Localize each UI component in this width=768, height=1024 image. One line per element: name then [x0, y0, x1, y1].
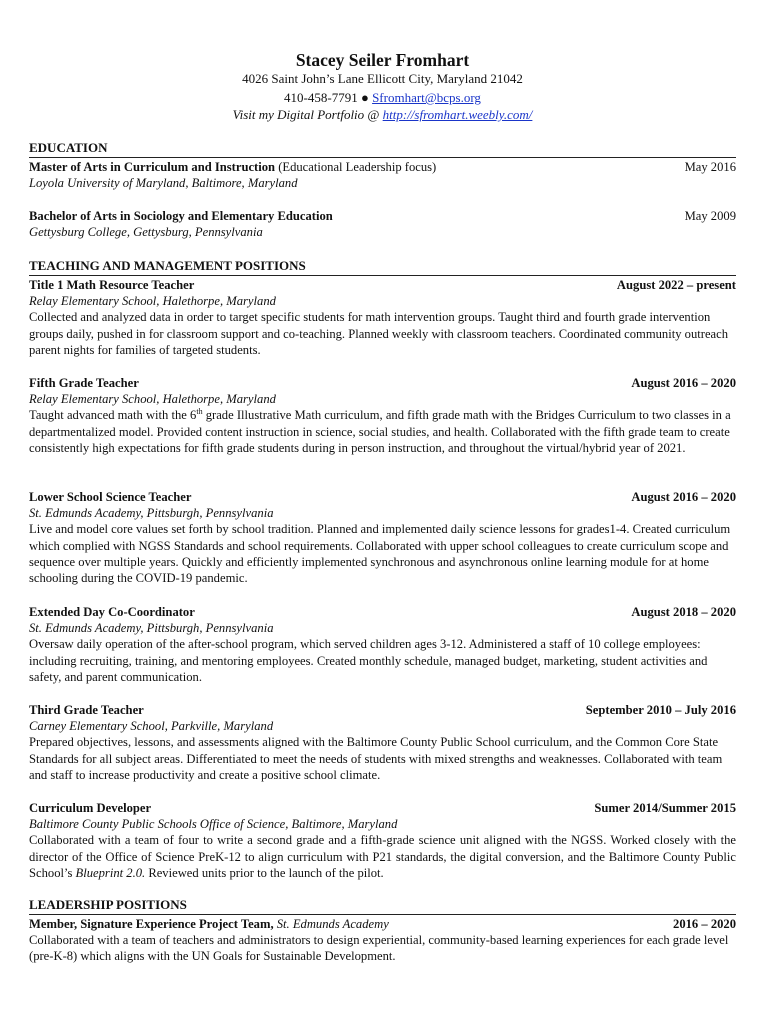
position-description: Live and model core values set forth by school tradition. Planned and implemented daily science lessons for grades1-4. Created curriculum which complied with NGSS Standards and school requirements. Collaborated with upper school colleagues to create curriculum scope and sequence over multiple years. Quickly and efficiently implemented synchronous and asynchronous online learning module for at home schooling during the COVID-19 pandemic.	[29, 522, 731, 586]
position-entry	[29, 489, 736, 586]
position-org: Carney Elementary School, Parkville, Maryland	[29, 719, 274, 734]
position-date: Sumer 2014/Summer 2015	[594, 801, 736, 815]
leadership-heading: LEADERSHIP POSITIONS	[29, 897, 736, 915]
address-line: 4026 Saint John’s Lane Ellicott City, Maryland 21042	[242, 71, 523, 86]
position-entry	[29, 800, 736, 881]
portfolio-line	[29, 107, 736, 123]
position-entry	[29, 604, 736, 685]
desc-superscript: th	[196, 407, 203, 417]
position-title: Extended Day Co-Coordinator	[29, 605, 195, 619]
degree-date: May 2009	[684, 209, 736, 223]
position-org: Baltimore County Public Schools Office of Science, Baltimore, Maryland	[29, 817, 398, 832]
school-name: Loyola University of Maryland, Baltimore, Maryland	[29, 176, 298, 191]
position-title: Curriculum Developer	[29, 801, 152, 815]
desc-part: Collaborated with a team of four to write a second grade and a fifth-grade science unit aligned with the NGSS. Worked closely with the director of the Office of Science PreK-12 to align curriculum with P21 standards, the digital conversion, and the Baltimore County Public School’s	[29, 833, 736, 880]
contact-line	[29, 90, 736, 106]
desc-emphasis: Blueprint 2.0.	[75, 865, 146, 880]
position-entry	[29, 702, 736, 783]
position-org: Relay Elementary School, Halethorpe, Maryland	[29, 294, 276, 309]
education-entry-bachelors	[29, 208, 736, 240]
portfolio-link[interactable]: http://sfromhart.weebly.com/	[382, 107, 533, 122]
desc-part: grade Illustrative Math curriculum, and fifth grade math with the Bridges Curriculum to two classes in a departmentalized model. Provided content instruction in science, social studies, and health. Collaborated with the fifth grade team to create consistently high expectations for fifth grade students during in person instruction, and throughout the virtual/hybrid year of 2021.	[29, 408, 731, 455]
degree-title: Master of Arts in Curriculum and Instruction	[29, 160, 276, 174]
position-date: August 2016 – 2020	[631, 376, 736, 390]
candidate-name: Stacey Seiler Fromhart	[295, 50, 470, 70]
position-description	[29, 832, 736, 881]
position-date: August 2016 – 2020	[631, 490, 736, 504]
position-date: August 2018 – 2020	[631, 605, 736, 619]
email-link[interactable]: Sfromhart@bcps.org	[372, 90, 481, 105]
leadership-title-line	[29, 916, 389, 932]
position-title: Third Grade Teacher	[29, 703, 144, 717]
position-title: Fifth Grade Teacher	[29, 376, 139, 390]
degree-title: Bachelor of Arts in Sociology and Elementary Education	[29, 209, 333, 223]
leadership-date: 2016 – 2020	[673, 917, 736, 931]
education-heading: EDUCATION	[29, 140, 736, 158]
position-title: Title 1 Math Resource Teacher	[29, 278, 195, 292]
leadership-title: Member, Signature Experience Project Team,	[29, 917, 274, 931]
position-date: August 2022 – present	[616, 278, 736, 292]
phone-number: 410-458-7791	[284, 90, 358, 105]
position-description: Oversaw daily operation of the after-school program, which served children ages 3-12. Administered a staff of 10 college employees: including recruiting, training, and mentoring employees. Created monthly schedule, managed budget, marketing, student activities and safety, and parent communication.	[29, 637, 708, 684]
portfolio-prefix: Visit my Digital Portfolio @	[232, 107, 380, 122]
desc-part: Reviewed units prior to the launch of the pilot.	[145, 865, 384, 880]
degree-focus: (Educational Leadership focus)	[275, 160, 437, 174]
position-org: Relay Elementary School, Halethorpe, Maryland	[29, 392, 276, 407]
position-description: Collected and analyzed data in order to target specific students for math intervention groups. Taught third and fourth grade intervention groups daily, pushed in for classroom support and co-teaching. Planned weekly with classroom teachers. Coordinated community outreach parent nights for families of targeted students.	[29, 310, 729, 357]
degree-line	[29, 159, 436, 175]
education-entry-masters	[29, 159, 736, 191]
position-entry	[29, 375, 736, 456]
teaching-heading: TEACHING AND MANAGEMENT POSITIONS	[29, 258, 736, 276]
desc-part: Taught advanced math with the 6	[29, 408, 197, 423]
leadership-description: Collaborated with a team of teachers and administrators to design experiential, community-based learning experiences for each grade level (pre-K-8) which aligns with the UN Goals for Sustainable Development.	[29, 933, 729, 964]
degree-date: May 2016	[684, 160, 736, 174]
position-description	[29, 407, 736, 456]
position-title: Lower School Science Teacher	[29, 490, 192, 504]
position-org: St. Edmunds Academy, Pittsburgh, Pennsylvania	[29, 621, 274, 636]
school-name: Gettysburg College, Gettysburg, Pennsylvania	[29, 225, 263, 240]
leadership-org: St. Edmunds Academy	[273, 917, 389, 931]
position-org: St. Edmunds Academy, Pittsburgh, Pennsylvania	[29, 506, 274, 521]
position-description: Prepared objectives, lessons, and assessments aligned with the Baltimore County Public School curriculum, and the Common Core State Standards for all subject areas. Differentiated to meet the needs of students with mixed strengths and weaknesses. Collaborated with team and staff to increase productivity and create a positive school climate.	[29, 735, 723, 782]
bullet-separator: ●	[360, 90, 369, 105]
leadership-entry	[29, 916, 736, 965]
position-date: September 2010 – July 2016	[585, 703, 736, 717]
position-entry	[29, 277, 736, 358]
